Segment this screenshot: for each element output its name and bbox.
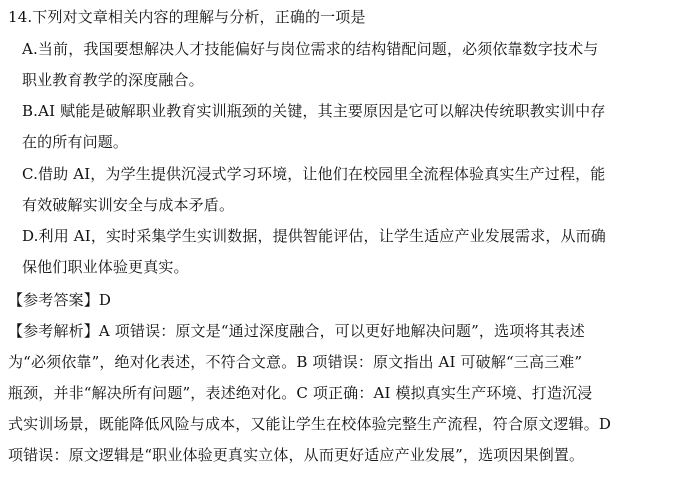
analysis-text-1: A 项错误：原文是“通过深度融合，可以更好地解决问题”，选项将其表述 bbox=[98, 322, 585, 340]
option-a-line1: A.当前，我国要想解决人才技能偏好与岗位需求的结构错配问题，必须依靠数字技术与 bbox=[22, 40, 599, 58]
option-a-line2: 职业教育教学的深度融合。 bbox=[22, 71, 204, 89]
analysis-line-5: 项错误：原文逻辑是“职业体验更真实立体，从而更好适应产业发展”，选项因果倒置。 bbox=[8, 446, 585, 464]
analysis-line-2: 为“必须依靠”，绝对化表述，不符合文意。B 项错误：原文指出 AI 可破解“三高三难” bbox=[8, 353, 583, 371]
answer-value: D bbox=[98, 291, 112, 309]
analysis-line-1 bbox=[8, 320, 585, 342]
analysis-line-3: 瓶颈，并非“解决所有问题”，表述绝对化。C 项正确：AI 模拟真实生产环境、打造沉浸 bbox=[8, 384, 593, 402]
answer-line bbox=[8, 289, 111, 311]
answer-label: 【参考答案】 bbox=[8, 291, 99, 309]
option-b-line1: B.AI 赋能是破解职业教育实训瓶颈的关键，其主要原因是它可以解决传统职教实训中存 bbox=[22, 102, 606, 120]
option-c-line2: 有效破解实训安全与成本矛盾。 bbox=[22, 196, 235, 214]
option-d-line1: D.利用 AI，实时采集学生实训数据，提供智能评估，让学生适应产业发展需求，从而确 bbox=[22, 227, 606, 245]
analysis-label: 【参考解析】 bbox=[8, 322, 99, 340]
option-b-line2: 在的所有问题。 bbox=[22, 133, 129, 151]
option-d-line2: 保他们职业体验更真实。 bbox=[22, 258, 189, 276]
option-c-line1: C.借助 AI，为学生提供沉浸式学习环境，让他们在校园里全流程体验真实生产过程，能 bbox=[22, 165, 606, 183]
question-stem: 14.下列对文章相关内容的理解与分析，正确的一项是 bbox=[8, 8, 366, 26]
analysis-line-4: 式实训场景，既能降低风险与成本，又能让学生在校体验完整生产流程，符合原文逻辑。D bbox=[8, 415, 612, 433]
